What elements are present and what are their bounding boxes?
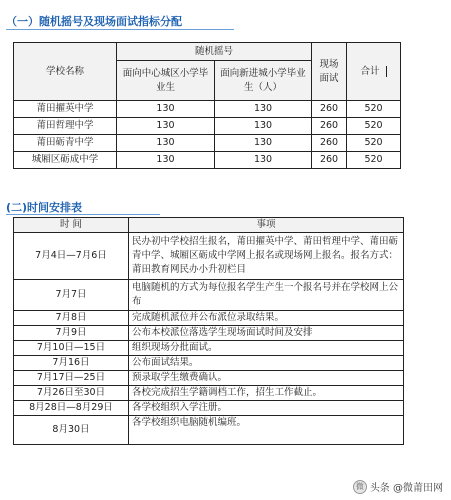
cell-interview: 260 bbox=[312, 118, 347, 135]
cell-time: 7月17日—25日 bbox=[14, 371, 129, 386]
cell-school: 城厢区砺成中学 bbox=[14, 152, 117, 169]
table-row bbox=[14, 326, 404, 341]
cell-new-area: 130 bbox=[215, 135, 312, 152]
header-item: 事项 bbox=[129, 218, 404, 233]
cell-time: 8月30日 bbox=[14, 416, 129, 445]
schedule-table bbox=[13, 217, 404, 445]
cell-item: 各学校组织入学注册。 bbox=[129, 401, 404, 416]
section1-title: （一）随机摇号及现场面试指标分配 bbox=[6, 15, 182, 28]
cell-item: 各学校组织电脑随机编班。 bbox=[129, 416, 404, 445]
header-total-cell bbox=[347, 43, 401, 101]
cell-total: 520 bbox=[347, 118, 401, 135]
table-row bbox=[14, 101, 401, 118]
section1-underline bbox=[6, 29, 234, 30]
watermark-text: 头条 @微莆田网 bbox=[369, 483, 443, 494]
section2-title: (二)时间安排表 bbox=[6, 201, 83, 214]
cell-time: 7月4日—7月6日 bbox=[14, 233, 129, 280]
cell-time: 7月7日 bbox=[14, 280, 129, 311]
cell-new-area: 130 bbox=[215, 152, 312, 169]
cell-item: 组织现场分批面试。 bbox=[129, 341, 404, 356]
table-row bbox=[14, 118, 401, 135]
header-new-area: 面向新进城小学毕业生（人） bbox=[215, 61, 312, 101]
table-row bbox=[14, 401, 404, 416]
watermark bbox=[353, 479, 443, 494]
cell-time: 7月26日至30日 bbox=[14, 386, 129, 401]
header-total: 合计 bbox=[360, 65, 380, 77]
cell-total: 520 bbox=[347, 135, 401, 152]
table-row bbox=[14, 233, 404, 280]
cell-total: 520 bbox=[347, 152, 401, 169]
table-row bbox=[14, 356, 404, 371]
cell-item: 公布面试结果。 bbox=[129, 356, 404, 371]
cell-item: 完成随机派位并公布派位录取结果。 bbox=[129, 311, 404, 326]
cell-item: 公布本校派位落选学生现场面试时间及安排 bbox=[129, 326, 404, 341]
header-school: 学校名称 bbox=[14, 43, 117, 101]
cell-central: 130 bbox=[117, 101, 215, 118]
header-central: 面向中心城区小学毕业生 bbox=[117, 61, 215, 101]
cell-interview: 260 bbox=[312, 101, 347, 118]
cell-new-area: 130 bbox=[215, 101, 312, 118]
cell-time: 7月9日 bbox=[14, 326, 129, 341]
table-row bbox=[14, 416, 404, 445]
cell-new-area: 130 bbox=[215, 118, 312, 135]
table-row bbox=[14, 135, 401, 152]
header-interview: 现场面试 bbox=[312, 43, 347, 101]
table-row bbox=[14, 280, 404, 311]
cell-item: 民办初中学校招生报名，莆田擢英中学、莆田哲理中学、莆田砺青中学、城厢区砺成中学网上报名或现场网上报名。报名方式：莆田教育网民办小升初栏目 bbox=[129, 233, 404, 280]
table-row bbox=[14, 371, 404, 386]
cell-time: 8月28日—8月29日 bbox=[14, 401, 129, 416]
table-row bbox=[14, 311, 404, 326]
table-row bbox=[14, 386, 404, 401]
cell-school: 莆田擢英中学 bbox=[14, 101, 117, 118]
cell-school: 莆田哲理中学 bbox=[14, 118, 117, 135]
cell-time: 7月16日 bbox=[14, 356, 129, 371]
cell-central: 130 bbox=[117, 118, 215, 135]
quota-table bbox=[13, 42, 401, 169]
table-row bbox=[14, 152, 401, 169]
cell-item: 预录取学生缴费确认。 bbox=[129, 371, 404, 386]
header-lottery: 随机摇号 bbox=[117, 43, 312, 61]
cell-time: 7月8日 bbox=[14, 311, 129, 326]
cell-interview: 260 bbox=[312, 152, 347, 169]
text-caret bbox=[386, 66, 387, 77]
header-time: 时 间 bbox=[14, 218, 129, 233]
section2-underline bbox=[6, 214, 160, 215]
cell-item: 电脑随机的方式为每位报名学生产生一个报名号并在学校网上公布 bbox=[129, 280, 404, 311]
table-row bbox=[14, 341, 404, 356]
cell-item: 各校完成招生学籍调档工作，招生工作截止。 bbox=[129, 386, 404, 401]
cell-interview: 260 bbox=[312, 135, 347, 152]
cell-central: 130 bbox=[117, 152, 215, 169]
cell-school: 莆田砺青中学 bbox=[14, 135, 117, 152]
cell-central: 130 bbox=[117, 135, 215, 152]
cell-time: 7月10日—15日 bbox=[14, 341, 129, 356]
watermark-logo-icon: 微 bbox=[353, 480, 367, 494]
cell-total: 520 bbox=[347, 101, 401, 118]
